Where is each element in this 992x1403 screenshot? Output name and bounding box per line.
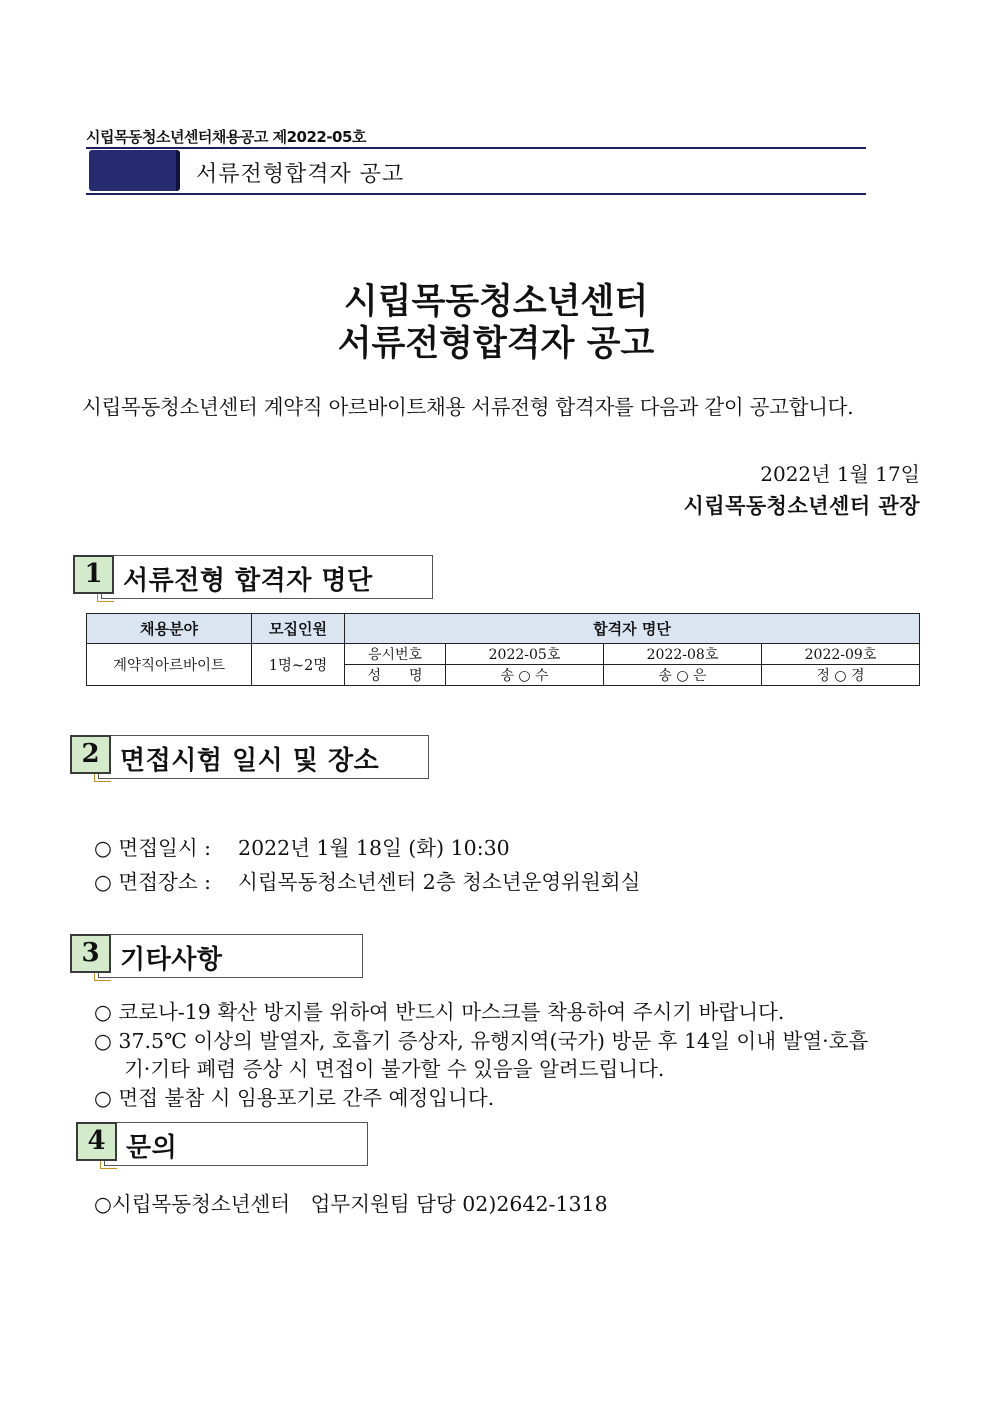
signature: 시립목동청소년센터 관장 bbox=[683, 493, 920, 518]
page-title-line2: 서류전형합격자 공고 bbox=[337, 324, 655, 364]
section-label: 기타사항 bbox=[120, 945, 223, 975]
section-header-corner bbox=[100, 1160, 117, 1169]
section-header-corner bbox=[94, 972, 111, 981]
result-table bbox=[86, 613, 920, 686]
announcement-date: 2022년 1월 17일 bbox=[760, 462, 920, 486]
table-header-headcount: 모집인원 bbox=[252, 614, 345, 644]
banner-bottom-rule bbox=[86, 193, 866, 195]
section-header-2 bbox=[70, 735, 430, 779]
interview-place: ○ 면접장소 : 시립목동청소년센터 2층 청소년운영위원회실 bbox=[94, 870, 641, 894]
table-cell-candidate-no: 2022-09호 bbox=[762, 644, 920, 665]
section-number: 3 bbox=[70, 934, 111, 973]
table-cell-candidate-name: 송 ○ 은 bbox=[604, 665, 762, 686]
banner-title: 서류전형합격자 공고 bbox=[196, 162, 405, 187]
table-cell-headcount: 1명~2명 bbox=[252, 644, 345, 686]
table-cell-label-name: 성 명 bbox=[345, 665, 446, 686]
section-header-3 bbox=[70, 934, 363, 978]
table-row bbox=[87, 644, 920, 665]
table-cell-candidate-no: 2022-05호 bbox=[446, 644, 604, 665]
interview-datetime: ○ 면접일시 : 2022년 1월 18일 (화) 10:30 bbox=[94, 836, 510, 860]
section-header-corner bbox=[97, 593, 114, 602]
section-number: 1 bbox=[73, 555, 114, 594]
section-number: 4 bbox=[76, 1122, 117, 1161]
table-cell-candidate-no: 2022-08호 bbox=[604, 644, 762, 665]
section-label: 면접시험 일시 및 장소 bbox=[120, 746, 380, 776]
banner-color-block bbox=[89, 150, 180, 191]
section-number: 2 bbox=[70, 735, 111, 774]
banner-top-rule bbox=[86, 147, 866, 149]
section-label: 서류전형 합격자 명단 bbox=[123, 566, 373, 596]
table-cell-label-no: 응시번호 bbox=[345, 644, 446, 665]
table-header-field: 채용분야 bbox=[87, 614, 252, 644]
note-item: ○ 37.5℃ 이상의 발열자, 호흡기 증상자, 유행지역(국가) 방문 후 14일 이내 발열·호흡 bbox=[94, 1029, 869, 1053]
intro-text: 시립목동청소년센터 계약직 아르바이트채용 서류전형 합격자를 다음과 같이 공고합니다. bbox=[82, 395, 854, 419]
page-title-line1: 시립목동청소년센터 bbox=[343, 282, 649, 322]
table-cell-candidate-name: 송 ○ 수 bbox=[446, 665, 604, 686]
contact-info: ○시립목동청소년센터 업무지원팀 담당 02)2642-1318 bbox=[94, 1192, 608, 1216]
table-cell-field: 계약직아르바이트 bbox=[87, 644, 252, 686]
notice-number: 시립목동청소년센터채용공고 제2022-05호 bbox=[86, 128, 366, 146]
table-header-candidates: 합격자 명단 bbox=[345, 614, 920, 644]
table-cell-candidate-name: 정 ○ 경 bbox=[762, 665, 920, 686]
section-header-corner bbox=[94, 773, 111, 782]
section-header-1 bbox=[73, 555, 433, 599]
table-header-row bbox=[87, 614, 920, 644]
section-label: 문의 bbox=[126, 1133, 178, 1163]
section-header-4 bbox=[76, 1122, 368, 1166]
note-item: ○ 코로나-19 확산 방지를 위하여 반드시 마스크를 착용하여 주시기 바랍니다. bbox=[94, 1000, 785, 1024]
note-item: ○ 면접 불참 시 임용포기로 간주 예정입니다. bbox=[94, 1086, 495, 1110]
note-item-continuation: 기·기타 폐렴 증상 시 면접이 불가할 수 있음을 알려드립니다. bbox=[124, 1057, 665, 1081]
